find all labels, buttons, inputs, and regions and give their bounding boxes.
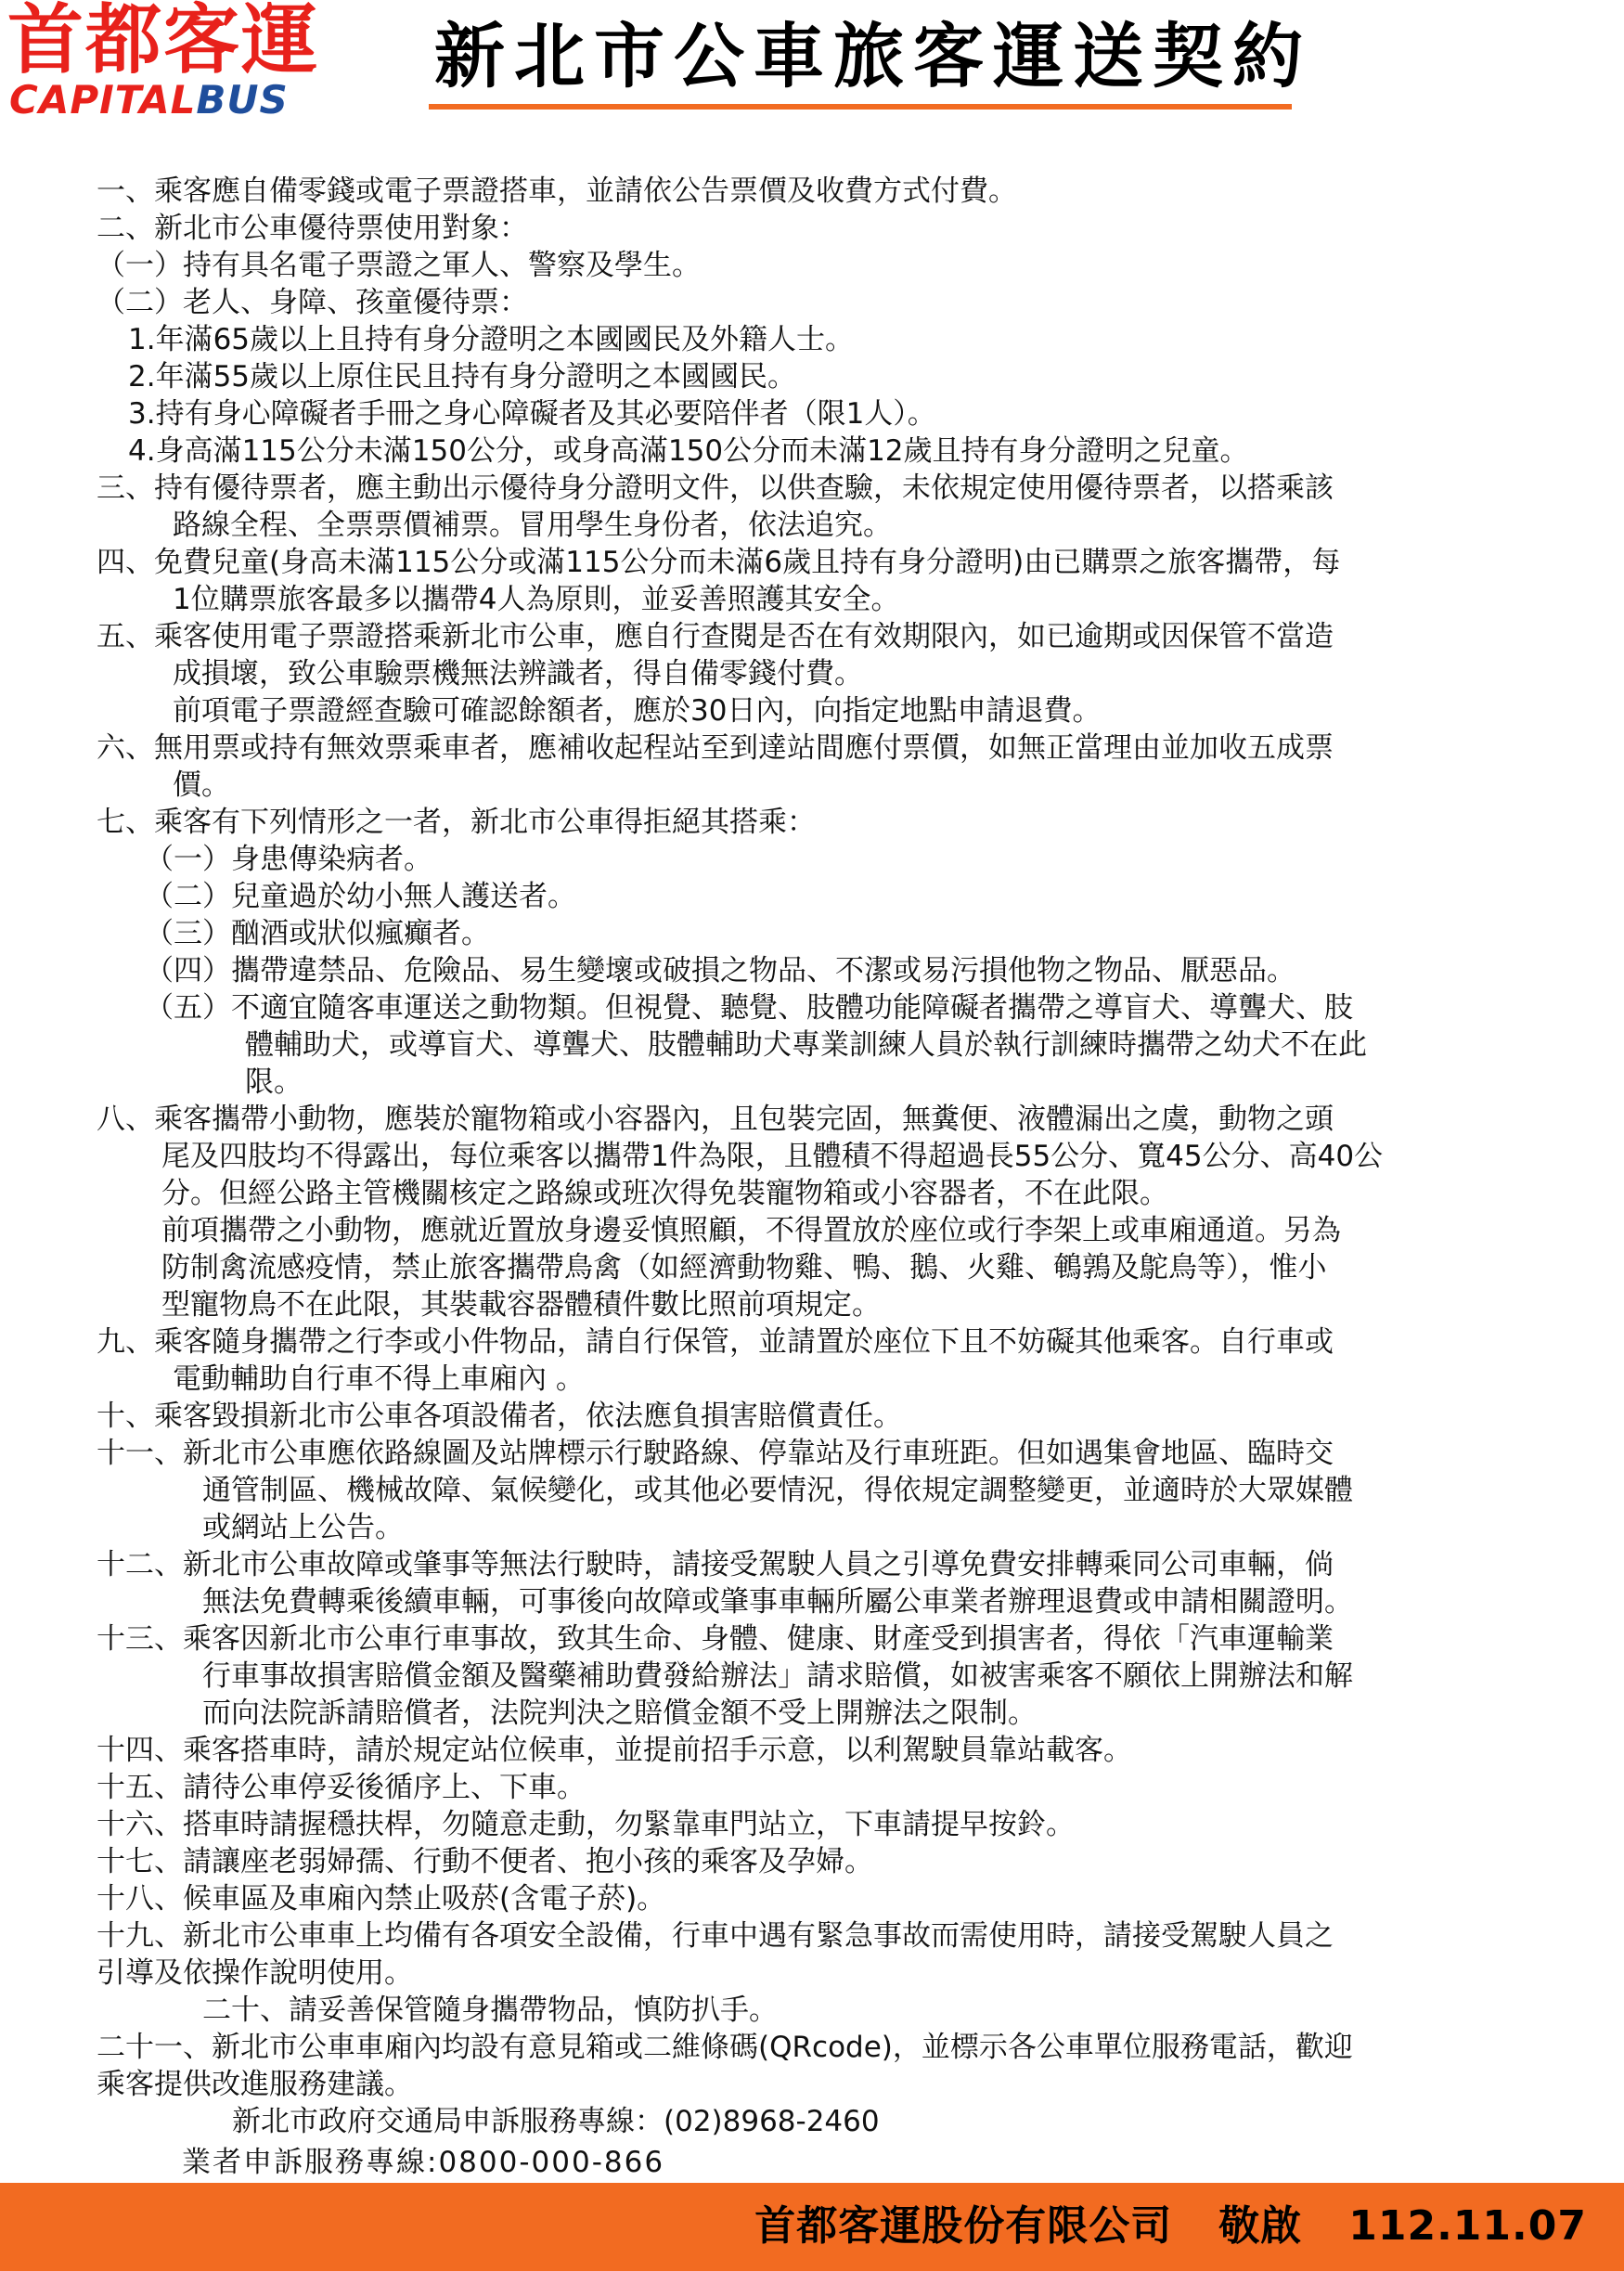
clause-line: 六、無用票或持有無效票乘車者，應補收起程站至到達站間應付票價，如無正當理由並加收五成票 xyxy=(97,731,1334,765)
page-title: 新北市公車旅客運送契約 xyxy=(434,15,1312,97)
clause-line: 前項電子票證經查驗可確認餘額者，應於30日內，向指定地點申請退費。 xyxy=(173,694,1102,728)
clause-line: （三）酗酒或狀似瘋癲者。 xyxy=(145,917,490,950)
clause-line: 分。但經公路主管機關核定之路線或班次得免裝寵物箱或小容器者，不在此限。 xyxy=(161,1177,1168,1210)
clause-line: 價。 xyxy=(173,768,230,802)
clause-line: 五、乘客使用電子票證搭乘新北市公車，應自行查閱是否在有效期限內，如已逾期或因保管不當造 xyxy=(97,620,1334,653)
clause-line: 二、新北市公車優待票使用對象： xyxy=(97,212,528,245)
logo-chinese-name: 首都客運 xyxy=(7,0,320,84)
clause-line: 4.身高滿115公分未滿150公分，或身高滿150公分而未滿12歲且持有身分證明之兒童。 xyxy=(128,434,1249,468)
clause-line: 十七、請讓座老弱婦孺、行動不便者、抱小孩的乘客及孕婦。 xyxy=(97,1845,873,1878)
clause-line: 九、乘客隨身攜帶之行李或小件物品，請自行保管，並請置於座位下且不妨礙其他乘客。自行車或 xyxy=(97,1325,1334,1359)
clause-line: 尾及四肢均不得露出，每位乘客以攜帶1件為限，且體積不得超過長55公分、寬45公分、高40公 xyxy=(161,1140,1384,1173)
footer-company: 首都客運股份有限公司 xyxy=(754,2202,1173,2250)
clause-line: （二）老人、身障、孩童優待票： xyxy=(97,286,528,319)
clause-line: 成損壞，致公車驗票機無法辨識者，得自備零錢付費。 xyxy=(173,657,863,690)
company-logo xyxy=(6,0,377,121)
footer-closing: 敬啟 xyxy=(1218,2202,1303,2250)
clause-line: 新北市政府交通局申訴服務專線：(02)8968-2460 xyxy=(232,2105,880,2138)
clause-line: 十一、新北市公車應依路線圖及站牌標示行駛路線、停靠站及行車班距。但如遇集會地區、臨時交 xyxy=(97,1437,1334,1470)
clause-line: 二十、請妥善保管隨身攜帶物品，慎防扒手。 xyxy=(202,1994,778,2027)
clause-line: 十三、乘客因新北市公車行車事故，致其生命、身體、健康、財產受到損害者，得依「汽車運輸業 xyxy=(97,1622,1334,1656)
logo-bus: BUS xyxy=(196,77,289,123)
clause-line: 十五、請待公車停妥後循序上、下車。 xyxy=(97,1771,586,1804)
clause-line: 通管制區、機械故障、氣候變化，或其他必要情況，得依規定調整變更，並適時於大眾媒體 xyxy=(202,1474,1353,1507)
footer-bar xyxy=(0,2183,1624,2271)
clause-line: 2.年滿55歲以上原住民且持有身分證明之本國國民。 xyxy=(128,360,797,394)
clause-line: 十二、新北市公車故障或肇事等無法行駛時，請接受駕駛人員之引導免費安排轉乘同公司車輛，倘 xyxy=(97,1548,1334,1581)
clause-line: 引導及依操作說明使用。 xyxy=(97,1956,413,1990)
clause-line: 而向法院訴請賠償者，法院判決之賠償金額不受上開辦法之限制。 xyxy=(202,1697,1037,1730)
clause-line: 路線全程、全票票價補票。冒用學生身份者，依法追究。 xyxy=(173,509,892,542)
clause-line: 二十一、新北市公車車廂內均設有意見箱或二維條碼(QRcode)，並標示各公車單位服務電話，歡迎 xyxy=(97,2031,1353,2064)
clause-line: 限。 xyxy=(245,1065,303,1099)
clause-line: 防制禽流感疫情，禁止旅客攜帶鳥禽（如經濟動物雞、鴨、鵝、火雞、鵪鶉及鴕鳥等），惟小 xyxy=(161,1251,1327,1284)
clause-line: 十四、乘客搭車時，請於規定站位候車，並提前招手示意，以利駕駛員靠站載客。 xyxy=(97,1734,1132,1767)
title-underline xyxy=(429,104,1292,110)
clause-line: 前項攜帶之小動物，應就近置放身邊妥慎照顧，不得置放於座位或行李架上或車廂通道。另為 xyxy=(161,1214,1341,1247)
clause-line: 十六、搭車時請握穩扶桿，勿隨意走動，勿緊靠車門站立，下車請提早按鈴。 xyxy=(97,1808,1075,1841)
logo-english-name xyxy=(9,77,289,123)
clause-line: 無法免費轉乘後續車輛，可事後向故障或肇事車輛所屬公車業者辦理退費或申請相關證明。 xyxy=(202,1585,1353,1619)
clause-line: （一）身患傳染病者。 xyxy=(145,843,432,876)
clause-line: （四）攜帶違禁品、危險品、易生變壞或破損之物品、不潔或易污損他物之物品、厭惡品。 xyxy=(145,954,1295,987)
logo-capital: CAPITAL xyxy=(9,77,197,123)
clause-line: 四、免費兒童(身高未滿115公分或滿115公分而未滿6歲且持有身分證明)由已購票之旅客攜帶，每 xyxy=(97,546,1341,579)
clause-line: 七、乘客有下列情形之一者，新北市公車得拒絕其搭乘： xyxy=(97,806,816,839)
clause-line: 型寵物鳥不在此限，其裝載容器體積件數比照前項規定。 xyxy=(161,1288,881,1322)
clause-line: 行車事故損害賠償金額及醫藥補助費發給辦法」請求賠償，如被害乘客不願依上開辦法和解 xyxy=(202,1659,1353,1693)
clause-line: 1.年滿65歲以上且持有身分證明之本國國民及外籍人士。 xyxy=(128,323,855,356)
clause-line: 乘客提供改進服務建議。 xyxy=(97,2068,413,2101)
clause-line: 十八、候車區及車廂內禁止吸菸(含電子菸)。 xyxy=(97,1882,666,1916)
gov-complaint-hotline: 業者申訴服務專線:0800-000-866 xyxy=(182,2146,665,2179)
footer-date: 112.11.07 xyxy=(1348,2202,1587,2250)
clause-line: （二）兒童過於幼小無人護送者。 xyxy=(145,880,576,913)
clause-line: （五）不適宜隨客車運送之動物類。但視覺、聽覺、肢體功能障礙者攜帶之導盲犬、導聾犬、肢 xyxy=(145,991,1353,1025)
clause-line: 1位購票旅客最多以攜帶4人為原則，並妥善照護其安全。 xyxy=(173,583,900,616)
clause-line: 3.持有身心障礙者手冊之身心障礙者及其必要陪伴者（限1人）。 xyxy=(128,397,936,431)
footer-signature xyxy=(754,2200,1587,2253)
clause-line: 八、乘客攜帶小動物，應裝於寵物箱或小容器內，且包裝完固，無糞便、液體漏出之虞，動物之頭 xyxy=(97,1103,1334,1136)
clause-line: 三、持有優待票者，應主動出示優待身分證明文件，以供查驗，未依規定使用優待票者，以搭乘該 xyxy=(97,471,1334,505)
clause-line: （一）持有具名電子票證之軍人、警察及學生。 xyxy=(97,249,701,282)
clause-line: 一、乘客應自備零錢或電子票證搭車，並請依公告票價及收費方式付費。 xyxy=(97,174,1017,208)
clause-line: 十、乘客毀損新北市公車各項設備者，依法應負損害賠償責任。 xyxy=(97,1400,902,1433)
clause-line: 體輔助犬，或導盲犬、導聾犬、肢體輔助犬專業訓練人員於執行訓練時攜帶之幼犬不在此 xyxy=(245,1028,1367,1062)
clause-line: 電動輔助自行車不得上車廂內 。 xyxy=(173,1362,585,1396)
clause-line: 十九、新北市公車車上均備有各項安全設備，行車中遇有緊急事故而需使用時，請接受駕駛人員之 xyxy=(97,1919,1334,1953)
clause-line: 或網站上公告。 xyxy=(202,1511,404,1544)
